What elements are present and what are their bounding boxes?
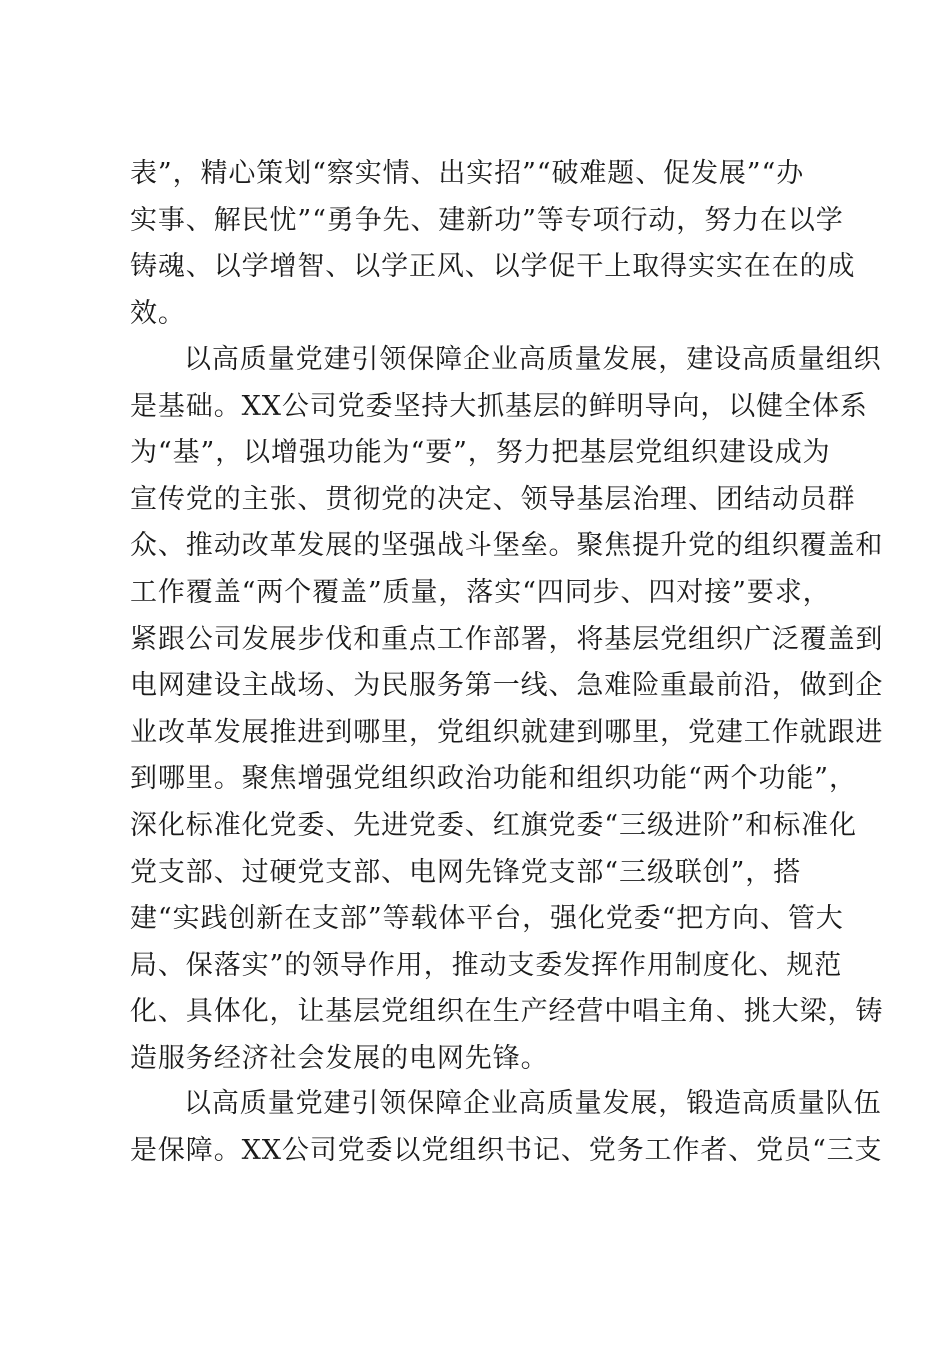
text-line: 深化标准化党委、先进党委、红旗党委“三级进阶”和标准化 [130,809,857,841]
paragraph-3 [130,1081,883,1174]
text-line: 是保障。XX公司党委以党组织书记、党务工作者、党员“三支 [130,1134,883,1166]
text-line: 紧跟公司发展步伐和重点工作部署，将基层党组织广泛覆盖到 [130,623,884,655]
paragraph-1 [130,151,856,337]
text-line: 宣传党的主张、贯彻党的决定、领导基层治理、团结动员群 [130,483,856,515]
text-line: 表”，精心策划“察实情、出实招”“破难题、促发展”“办 [130,158,805,189]
text-line: 是基础。XX公司党委坚持大抓基层的鲜明导向，以健全体系 [130,390,868,422]
text-line: 实事、解民忧”“勇争先、建新功”等专项行动，努力在以学 [130,204,844,236]
text-line: 建“实践创新在支部”等载体平台，强化党委“把方向、管大 [130,903,844,935]
text-line: 业改革发展推进到哪里，党组织就建到哪里，党建工作就跟进 [130,716,884,748]
text-line: 到哪里。聚焦增强党组织政治功能和组织功能“两个功能”， [130,763,857,795]
text-line: 党支部、过硬党支部、电网先锋党支部“三级联创”，搭 [130,856,802,888]
text-line: 效。 [130,297,186,329]
text-line: 化、具体化，让基层党组织在生产经营中唱主角、挑大梁，铸 [130,996,884,1028]
text-line: 工作覆盖“两个覆盖”质量，落实“四同步、四对接”要求， [130,576,831,608]
text-line: 铸魂、以学增智、以学正风、以学促干上取得实实在在的成 [130,251,856,283]
text-line: 电网建设主战场、为民服务第一线、急难险重最前沿，做到企 [130,670,884,702]
text-line: 为“基”，以增强功能为“要”，努力把基层党组织建设成为 [130,437,831,469]
paragraph-2 [130,337,884,1083]
text-line: 众、推动改革发展的坚强战斗堡垒。聚焦提升党的组织覆盖和 [130,530,884,562]
text-line: 以高质量党建引领保障企业高质量发展，建设高质量组织 [184,344,882,375]
text-line: 造服务经济社会发展的电网先锋。 [130,1042,549,1074]
text-line: 局、保落实”的领导作用，推动支委发挥作用制度化、规范 [130,949,843,981]
text-line: 以高质量党建引领保障企业高质量发展，锻造高质量队伍 [184,1088,882,1119]
